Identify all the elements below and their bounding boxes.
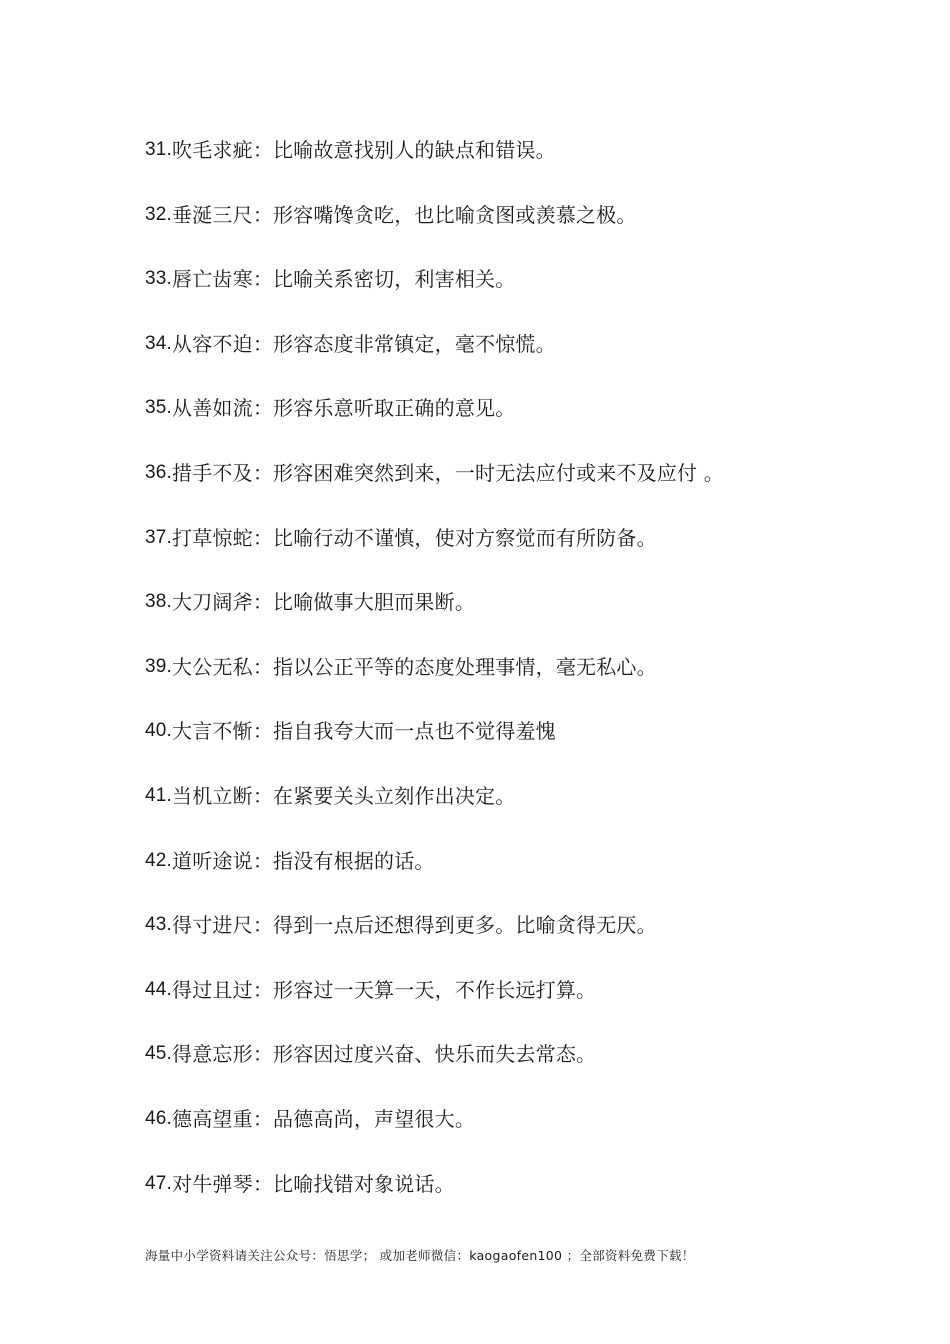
entry-number: 33. — [145, 268, 173, 290]
list-item — [145, 132, 905, 197]
entry-number: 37. — [145, 526, 173, 548]
entry-text: 打草惊蛇：比喻行动不谨慎，使对方察觉而有所防备。 — [172, 525, 657, 550]
entry-text: 垂涎三尺：形容嘴馋贪吃，也比喻贪图或羡慕之极。 — [172, 202, 637, 227]
entry-text: 从善如流：形容乐意听取正确的意见。 — [172, 396, 516, 421]
entry-number: 32. — [145, 203, 173, 225]
entry-number: 31. — [145, 139, 173, 160]
entry-number: 46. — [145, 1107, 173, 1129]
entry-text: 大言不惭：指自我夸大而一点也不觉得羞愧 — [172, 719, 556, 744]
entry-number: 45. — [145, 1043, 173, 1065]
entry-number: 44. — [145, 978, 173, 1000]
entry-number: 38. — [145, 591, 173, 613]
entry-text: 对牛弹琴：比喻找错对象说话。 — [172, 1171, 455, 1196]
entry-text: 德高望重：品德高尚，声望很大。 — [172, 1106, 476, 1131]
list-item — [145, 907, 905, 972]
entry-text: 大刀阔斧：比喻做事大胆而果断。 — [172, 590, 476, 615]
entry-text: 道听途说：指没有根据的话。 — [172, 848, 435, 873]
list-item — [145, 197, 905, 262]
list-item — [145, 326, 905, 391]
list-item — [145, 1166, 905, 1231]
entry-number: 40. — [145, 720, 173, 742]
entry-number: 36. — [145, 461, 173, 483]
entry-number: 34. — [145, 332, 173, 354]
list-item — [145, 584, 905, 649]
list-item — [145, 390, 905, 455]
idiom-list — [145, 132, 905, 1230]
page-footer: 海量中小学资料请关注公众号：悟思学； 或加老师微信：kaogaofen100 ；全部资料免费下载！ — [145, 1248, 695, 1263]
entry-text: 措手不及：形容困难突然到来，一时无法应付或来不及应付 。 — [172, 460, 724, 485]
list-item — [145, 778, 905, 843]
list-item — [145, 843, 905, 908]
entry-text: 唇亡齿寒：比喻关系密切，利害相关。 — [172, 267, 516, 292]
entry-text: 得寸进尺：得到一点后还想得到更多。比喻贪得无厌。 — [172, 913, 657, 938]
entry-number: 42. — [145, 849, 173, 871]
list-item — [145, 261, 905, 326]
entry-number: 47. — [145, 1172, 173, 1194]
entry-text: 从容不迫：形容态度非常镇定，毫不惊慌。 — [172, 331, 556, 356]
list-item — [145, 520, 905, 585]
entry-text: 吹毛求疵：比喻故意找别人的缺点和错误。 — [172, 138, 556, 162]
entry-number: 35. — [145, 397, 173, 419]
entry-text: 当机立断：在紧要关头立刻作出决定。 — [172, 783, 516, 808]
list-item — [145, 1036, 905, 1101]
list-item — [145, 455, 905, 520]
list-item — [145, 649, 905, 714]
list-item — [145, 972, 905, 1037]
entry-number: 39. — [145, 655, 173, 677]
entry-text: 得意忘形：形容因过度兴奋、快乐而失去常态。 — [172, 1042, 597, 1067]
list-item — [145, 1101, 905, 1166]
entry-number: 43. — [145, 914, 173, 936]
entry-text: 大公无私：指以公正平等的态度处理事情，毫无私心。 — [172, 654, 657, 679]
list-item — [145, 713, 905, 778]
entry-number: 41. — [145, 784, 173, 806]
entry-text: 得过且过：形容过一天算一天，不作长远打算。 — [172, 977, 597, 1002]
